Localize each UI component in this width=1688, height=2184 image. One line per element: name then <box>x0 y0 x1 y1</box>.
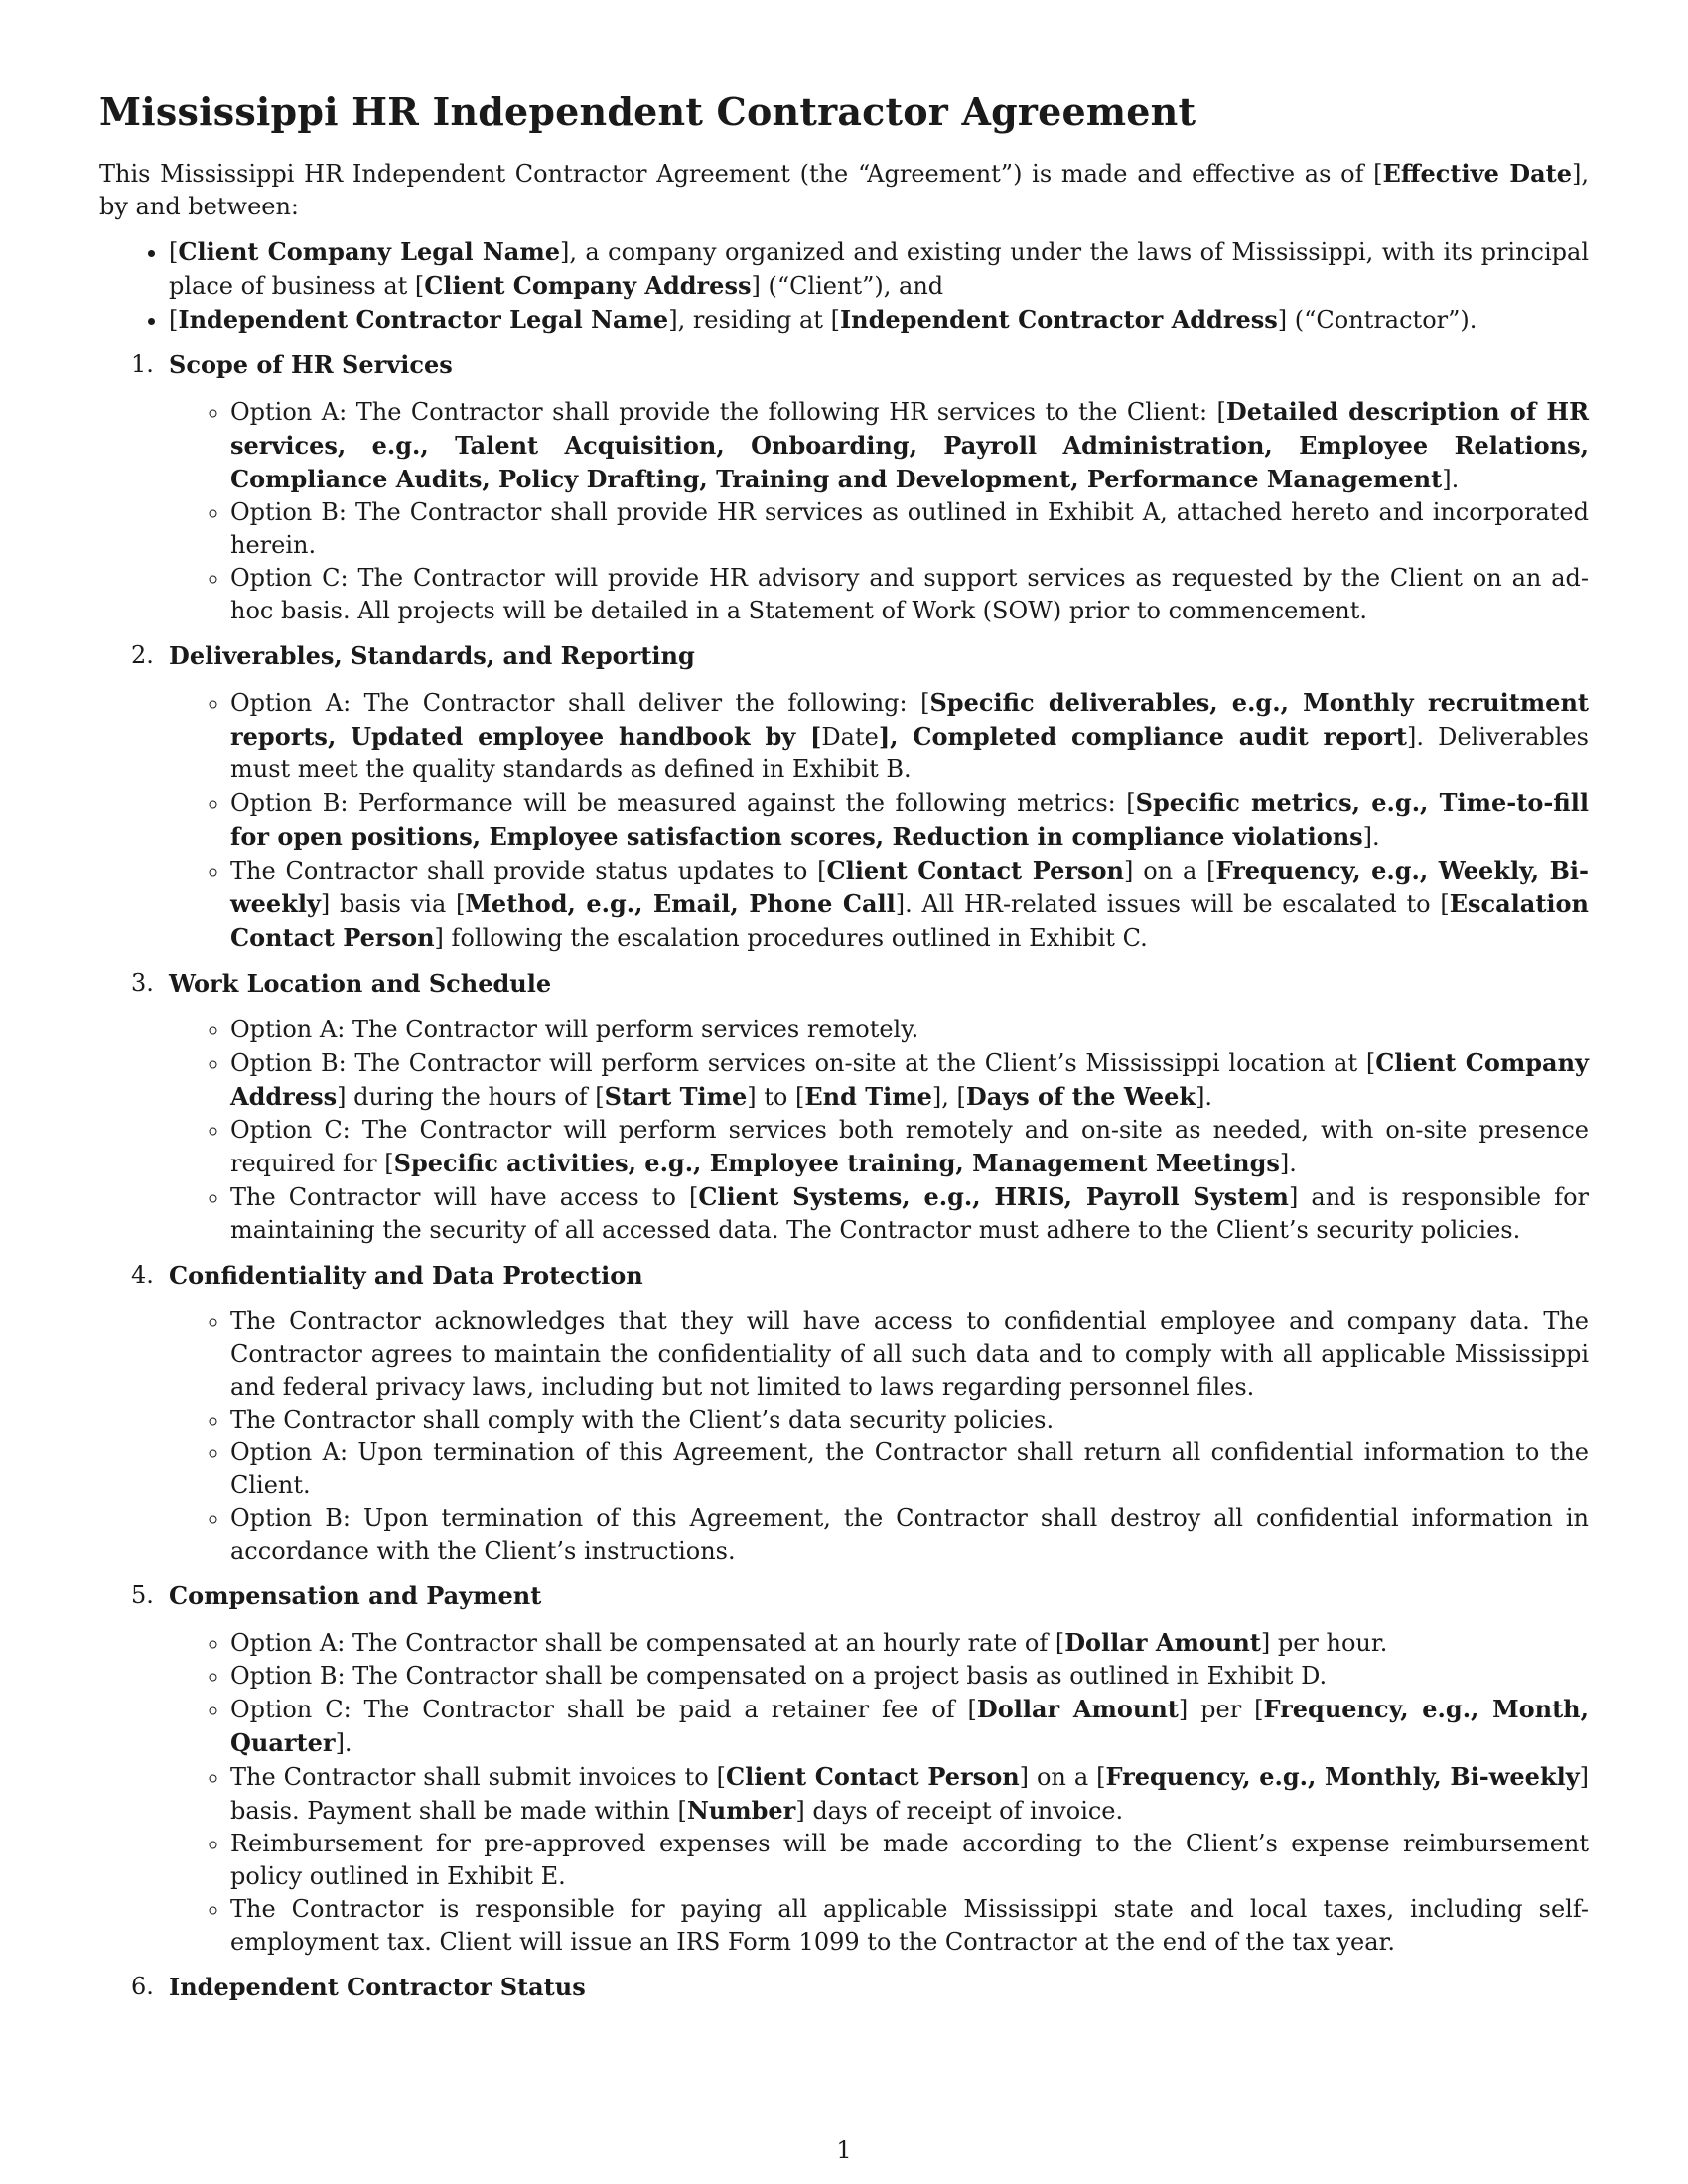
bullet-item <box>230 1404 1589 1436</box>
bullet-item <box>230 395 1589 496</box>
text-run: ] during the hours of [ <box>337 1083 605 1111</box>
text-run: ] on a [ <box>1019 1763 1106 1791</box>
section-item <box>131 1579 1590 1959</box>
text-run: ] and is responsible for maintaining the security of all accessed data. The Contractor must adhere to the Client’s security policies. <box>230 1183 1589 1244</box>
section-bullets <box>169 1014 1589 1247</box>
placeholder-field: Dollar Amount <box>976 1695 1179 1723</box>
placeholder-field: ], Completed compliance audit report <box>878 722 1407 751</box>
section-number: 2. <box>131 641 154 669</box>
text-run: The Contractor is responsible for paying all applicable Mississippi state and local taxes, including self-employment tax. Client will issue an IRS Form 1099 to the Contractor at the end of the tax year. <box>230 1895 1589 1956</box>
bullet-item <box>230 1693 1589 1760</box>
placeholder-field: Client Contact Person <box>725 1762 1020 1791</box>
text-run: ]. Deliverables must meet the quality standards as defined in Exhibit B. <box>230 723 1589 783</box>
text-run: The Contractor shall provide status updates to [ <box>230 857 827 885</box>
text-run: ]. <box>1442 466 1460 493</box>
section-heading: Independent Contractor Status <box>169 1973 586 2001</box>
text-run: Option A: The Contractor shall provide the following HR services to the Client: [ <box>230 398 1226 426</box>
section-number: 6. <box>131 1973 154 2000</box>
text-run: The Contractor shall submit invoices to [ <box>230 1763 726 1791</box>
text-run: Option C: The Contractor will perform services both remotely and on-site as needed, with on-site presence required for [ <box>230 1116 1589 1177</box>
placeholder-field: Client Company Address <box>424 271 752 300</box>
text-run: ] basis. Payment shall be made within [ <box>230 1763 1590 1825</box>
section-number: 3. <box>131 969 154 997</box>
text-run: Option A: The Contractor will perform services remotely. <box>230 1016 919 1043</box>
placeholder-field: Frequency, e.g., Month, Quarter <box>230 1695 1589 1757</box>
text-run: [ <box>169 306 179 334</box>
section-number: 4. <box>131 1261 154 1289</box>
placeholder-field: Specific deliverables, e.g., Monthly recruitment reports, Updated employee handbook by [ <box>230 688 1589 751</box>
text-run: ] following the escalation procedures outlined in Exhibit C. <box>434 924 1148 952</box>
bullet-item <box>230 1828 1589 1893</box>
text-run: Option C: The Contractor shall be paid a retainer fee of [ <box>230 1696 977 1723</box>
intro-text-end: ], by and between: <box>99 160 1590 220</box>
placeholder-field: Detailed description of HR services, e.g., Talent Acquisition, Onboarding, Payroll Administration, Employee Relations, Compliance Audits, Policy Drafting, Training and Development, Performance Management <box>230 397 1590 493</box>
section-bullets <box>169 1305 1589 1568</box>
parties-list <box>99 235 1589 337</box>
effective-date-field: Effective Date <box>1382 159 1573 188</box>
party-item <box>169 303 1589 337</box>
placeholder-field: Client Company Legal Name <box>178 237 560 266</box>
text-run: ]. <box>1279 1150 1297 1177</box>
placeholder-field: Dollar Amount <box>1064 1628 1261 1657</box>
text-run: ] on a [ <box>1124 857 1216 885</box>
intro-paragraph <box>99 157 1589 223</box>
section-bullets <box>169 395 1589 627</box>
text-run: ] days of receipt of invoice. <box>795 1797 1124 1825</box>
page-number: 1 <box>836 2136 852 2164</box>
text-run: Option A: The Contractor shall deliver the following: [ <box>230 689 930 717</box>
placeholder-field: Client Contact Person <box>826 856 1124 885</box>
section-number: 5. <box>131 1581 154 1609</box>
text-run: ] basis via [ <box>320 890 466 918</box>
section-number: 1. <box>131 350 154 378</box>
text-run: ], a company organized and existing under the laws of Mississippi, with its principal place of business at [ <box>169 238 1589 300</box>
section-heading: Confidentiality and Data Protection <box>169 1261 643 1290</box>
text-run: Option B: Upon termination of this Agreement, the Contractor shall destroy all confidential information in accordance with the Client’s instructions. <box>230 1504 1589 1565</box>
party-item <box>169 235 1589 303</box>
text-run: ]. <box>335 1729 352 1757</box>
text-run: Option C: The Contractor will provide HR advisory and support services as requested by the Client on an ad-hoc basis. All projects will be detailed in a Statement of Work (SOW) prior to commencement. <box>230 564 1589 624</box>
placeholder-field: Specific activities, e.g., Employee training, Management Meetings <box>393 1149 1280 1177</box>
placeholder-field: Independent Contractor Address <box>839 305 1278 334</box>
text-run: Option B: The Contractor shall be compensated on a project basis as outlined in Exhibit D. <box>230 1662 1328 1690</box>
section-item <box>131 1259 1589 1568</box>
text-run: ], [ <box>931 1083 966 1111</box>
text-run: ] (“Contractor”). <box>1277 306 1477 334</box>
text-run: The Contractor acknowledges that they will have access to confidential employee and company data. The Contractor agrees to maintain the confidentiality of all such data and to comply with all applicable Mississippi and federal privacy laws, including but not limited to laws regarding personnel files. <box>230 1307 1589 1401</box>
section-item <box>131 639 1590 955</box>
placeholder-field: Frequency, e.g., Weekly, Bi-weekly <box>230 856 1590 918</box>
section-item <box>131 1971 1589 2003</box>
placeholder-field: Days of the Week <box>965 1082 1196 1111</box>
text-run: Option B: The Contractor will perform services on-site at the Client’s Mississippi location at [ <box>230 1049 1376 1077</box>
section-bullets <box>169 1626 1589 1959</box>
bullet-item <box>230 1502 1589 1568</box>
page-title: Mississippi HR Independent Contractor Agreement <box>99 89 1196 134</box>
placeholder-field: Method, e.g., Email, Phone Call <box>465 889 896 918</box>
sections-list <box>99 348 1589 2003</box>
placeholder-field: Specific metrics, e.g., Time-to-fill for open positions, Employee satisfaction scores, Reduction in compliance violations <box>230 788 1589 851</box>
bullet-item <box>230 562 1589 627</box>
text-run: ], residing at [ <box>668 306 840 334</box>
intro-text: This Mississippi HR Independent Contractor Agreement (the “Agreement”) is made and effective as of [ <box>99 160 1383 188</box>
bullet-item <box>230 1760 1589 1828</box>
placeholder-field: Client Systems, e.g., HRIS, Payroll System <box>698 1182 1289 1211</box>
bullet-item <box>230 686 1589 786</box>
bullet-item <box>230 1046 1589 1114</box>
section-heading: Compensation and Payment <box>169 1581 542 1610</box>
bullet-item <box>230 1180 1589 1247</box>
text-run: Reimbursement for pre-approved expenses will be made according to the Client’s expense reimbursement policy outlined in Exhibit E. <box>230 1830 1589 1890</box>
text-run: The Contractor shall comply with the Client’s data security policies. <box>230 1406 1055 1433</box>
bullet-item <box>230 1893 1589 1959</box>
placeholder-field: Number <box>686 1796 796 1825</box>
bullet-item <box>230 1014 1589 1046</box>
placeholder-field: Escalation Contact Person <box>230 889 1589 952</box>
text-run: ]. All HR-related issues will be escalated to [ <box>895 890 1450 918</box>
section-heading: Scope of HR Services <box>169 350 453 379</box>
placeholder-field: Client Company Address <box>230 1048 1589 1111</box>
bullet-item <box>230 1305 1589 1404</box>
text-run: The Contractor will have access to [ <box>230 1183 699 1211</box>
placeholder-field: Start Time <box>604 1082 748 1111</box>
text-run: ] per [ <box>1178 1696 1264 1723</box>
text-run: Option B: Performance will be measured against the following metrics: [ <box>230 789 1136 817</box>
section-bullets <box>169 686 1589 955</box>
section-heading: Deliverables, Standards, and Reporting <box>169 641 695 670</box>
bullet-item <box>230 496 1589 562</box>
text-run: ] (“Client”), and <box>751 272 944 300</box>
placeholder-field: End Time <box>804 1082 932 1111</box>
bullet-item <box>230 786 1589 854</box>
text-run: ] to [ <box>747 1083 805 1111</box>
placeholder-field: Independent Contractor Legal Name <box>178 305 669 334</box>
bullet-item <box>230 1436 1589 1502</box>
placeholder-field: Frequency, e.g., Monthly, Bi-weekly <box>1105 1762 1580 1791</box>
section-item <box>131 967 1589 1247</box>
bullet-item <box>230 854 1589 955</box>
section-heading: Work Location and Schedule <box>169 969 552 998</box>
bullet-item <box>230 1626 1589 1660</box>
bullet-item <box>230 1114 1589 1180</box>
text-run: Option A: Upon termination of this Agreement, the Contractor shall return all confidential information to the Client. <box>230 1438 1589 1499</box>
text-run: ] per hour. <box>1260 1629 1388 1657</box>
text-run: ]. <box>1362 823 1380 851</box>
text-run: ]. <box>1196 1083 1213 1111</box>
text-run: [ <box>169 238 179 266</box>
text-run: Date <box>821 723 879 751</box>
text-run: Option A: The Contractor shall be compensated at an hourly rate of [ <box>230 1629 1065 1657</box>
section-item <box>131 348 1590 627</box>
bullet-item <box>230 1660 1589 1693</box>
text-run: Option B: The Contractor shall provide HR services as outlined in Exhibit A, attached hereto and incorporated herein. <box>230 498 1589 559</box>
